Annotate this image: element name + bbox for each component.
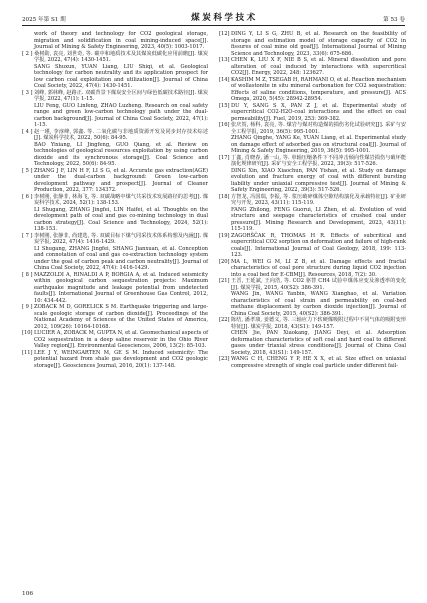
reference-number: [15] [219, 102, 230, 109]
reference-text: LEE J Y, WEINGARTEN M, GE S M. Induced seismicity: The potential hazard from shale gas development and CO2 geologic storage[J]. Geosciences Journal, 2016, 20(1): 137-148. [34, 349, 208, 369]
reference-text: ZHANG J F, LIN H F, LI S G, et al. Accurate gas extraction(AGE) under the dual-carbon background: Green low-carbon development pathway and prospect[J]. Journal of Cleaner Production, 2022, 377: 134372. [34, 167, 208, 193]
reference-number: [17] [219, 154, 230, 161]
reference-text: MAZZOLDI A, RINALDI A P, BORGIA A, et al. Induced seismicity within geological carbon sequestration projects: Maximum earthquake magnitude and leakage potential from undetected faults[J]. International Journal of Greenhouse Gas Control, 2012, 10: 434-442. [34, 271, 208, 304]
reference-text: 陈结, 潘孝康, 姜德义, 等. 三轴应力下软硬煤吸附过程中不同气体的吸附变形特征[J]. 煤炭学报, 2018, 43(S1): 149-157. CHEN Jie, PAN Xiaokang, JIANG Deyi, et al. Adsorption deformation characteristics of soft coal and hard coal to different gases under triaxial stress conditions[J]. Journal of China Coal Society, 2018, 43(S1): 149-157. [231, 317, 406, 356]
reference-number: [16] [219, 122, 230, 128]
reference-text: ZOBACK M D, GORELICK S M. Earthquake triggering and large-scale geologic storage of carbon dioxide[J]. Proceedings of the National Academy of Sciences of the United States of America, 2012, 109(26): 10164-10168. [34, 304, 208, 330]
reference-text: 丁鑫, 肖晓春, 潘一山, 等. 单轴压缩条件下不同冲击倾向性煤岩损伤与破坏能演化规律研究[J]. 采矿与安全工程学报, 2022, 39(3): 517-526. DING Xin, XIAO Xiaochun, PAN Yishan, et al. Study on damage evolution and fracture energy of coal with different bursting liability under uniaxial compressive test[J]. Journal of Mining & Safety Engineering, 2022, 39(3): 517-526. [231, 154, 406, 193]
reference-entry [22, 304, 208, 330]
reference-entry [219, 122, 406, 155]
reference-number: [ 8 ] [22, 271, 33, 278]
reference-number: [ 2 ] [22, 50, 33, 57]
reference-entry [22, 330, 208, 350]
reference-text: LUCIER A, ZOBACK M, GUPTA N, et al. Geomechanical aspects of CO2 sequestration in a deep saline reservoir in the Ohio River Valley region[J]. Environmental Geosciences, 2006, 13(2): 85-103. [34, 330, 208, 349]
reference-number: [ 7 ] [22, 232, 33, 239]
reference-entry [219, 317, 406, 356]
reference-text: 李树刚, 张静非, 尚建选, 等. 双碳目标下煤气同采技术体系构想及内涵[J]. 煤炭学报, 2022, 47(4): 1416-1429. LI Shugang, ZHANG Jingfei, SHANG Jianxuan, et al. Conception and connotation of coal and gas co-extraction technology system under the goal of carbon peak and carbon neutrality[J]. Journal of China Coal Society, 2022, 47(4): 1416-1429. [34, 232, 208, 271]
reference-column-right [219, 31, 406, 369]
reference-text: 桑树勋, 袁亮, 刘世奇, 等. 碳中和地质技术及其煤炭低碳化应用前瞻[J]. 煤炭学报, 2022, 47(4): 1430-1451. SANG Shuxun, YUAN Liang, LIU Shiqi, et al. Geological technology for carbon neutrality and its application prospect for low carbon coal exploitation and utilization[J]. Journal of China Coal Society, 2022, 47(4): 1430-1451. [34, 50, 208, 89]
reference-entry [219, 259, 406, 279]
reference-number: [21] [219, 278, 230, 284]
reference-number: [23] [219, 356, 230, 362]
reference-text: CHEN K, LIU X F, NIE B S, et al. Mineral dissolution and pore alteration of coal induced by interactions with supercritical CO2[J]. Energy, 2022, 248: 123627. [231, 57, 406, 76]
page-number: 106 [22, 591, 34, 597]
reference-number: [ 4 ] [22, 128, 33, 135]
reference-entry [219, 356, 406, 369]
reference-number: [22] [219, 317, 230, 323]
reference-entry [219, 233, 406, 259]
reference-number: [ 3 ] [22, 89, 33, 96]
reference-number: [11] [22, 349, 33, 356]
reference-entry [219, 57, 406, 77]
reference-text: work of theory and technology for CO2 geological storage, migration and solidification in coal mining-induced space[J]. Journal of Mining & Safety Engineering, 2023, 40(5): 1003-1017. [34, 31, 208, 50]
reference-text: KASHIM M Z, TSEGAB H, RAHMANI O, et al. Reaction mechanism of wollastonite in situ mineral carbonation for CO2 sequestration: Effects of saline conditions, temperature, and pressure[J]. ACS Omega, 2020, 5(45): 28942-28954. [231, 76, 406, 102]
reference-entry [219, 155, 406, 194]
reference-entry [22, 272, 208, 305]
reference-entry [22, 31, 208, 51]
reference-entry [219, 31, 406, 57]
reference-entry [22, 129, 208, 168]
reference-entry [219, 77, 406, 103]
reference-number: [13] [219, 57, 230, 63]
reference-number: [19] [219, 232, 230, 239]
reference-number: [12] [219, 31, 230, 37]
reference-entry [22, 90, 208, 129]
reference-number: [10] [22, 330, 33, 336]
reference-text: 王晋, 王延斌, 王向浩, 等. CO2 驱替 CH4 试验中煤体应变及渗透率的变化[J]. 煤炭学报, 2015, 40(S2): 386-391. WANG Jin, WANG Yanbin, WANG Xianghao, et al. Variation characteristics of coal strain and permeability on coal-bed methane displacement by carbon dioxide injection[J]. Journal of China Coal Society, 2015, 40(S2): 386-391. [231, 278, 406, 317]
reference-entry [22, 233, 208, 272]
reference-text: 刘峰, 郭林峰, 赵路正. 双碳背景下煤炭安全区间与绿色低碳技术路径[J]. 煤炭学报, 2022, 47(1): 1-15. LIU Feng, GUO Linfeng, ZHAO Luzheng. Research on coal safety range and green low-carbon technology path under the dual-carbon background[J]. Journal of China Coal Society, 2022, 47(1): 1-15. [34, 89, 208, 128]
reference-entry [219, 278, 406, 317]
reference-entry [22, 168, 208, 194]
reference-text: WANG C H, CHENG Y P, HE X X, et al. Size effect on uniaxial compressive strength of single coal particle under different fail- [231, 356, 406, 369]
volume-label: 第 53 卷 [383, 17, 405, 23]
reference-number: [ 5 ] [22, 167, 33, 174]
reference-number: [14] [219, 76, 230, 83]
reference-number: [ 6 ] [22, 193, 33, 200]
reference-text: DU Y, SANG S X, PAN Z J, et al. Experimental study of supercritical CO2-H2O-coal interactions and the effect on coal permeability[J]. Fuel, 2019, 253: 369-382. [231, 102, 406, 122]
reference-text: 方智龙, 冯国瑞, 李振, 等. 浆压破碎煤体空隙结构演化及承载特征[J]. 矿业研究与开发, 2023, 43(11): 115-119. FANG Zhilong, FENG Guorui, LI Zhen, et al. Evolution of void structure and seepage characteristics of crushed coal under pressure[J]. Mining Research and Development, 2023, 43(11): 115-119. [231, 193, 406, 232]
reference-text: DING Y, LI S G, ZHU B, et al. Research on the feasibility of storage and estimation model of storage capacity of CO2 in fissures of coal mine old goaf[J]. International Journal of Mining Science and Technology, 2023, 33(6): 675-686. [231, 31, 406, 57]
reference-entry [219, 194, 406, 233]
reference-column-left [22, 31, 208, 369]
reference-text: 张庆贺, 杨科, 袁亮, 等. 煤岩与煤对构造煤的损伤劣化试验研究[J]. 采矿与安全工程学报, 2019, 36(5): 995-1001. ZHANG Qinghe, YANG Ke, YUAN Liang, et al. Experimental study on damage effect of adsorbed gas on structural coal[J]. Journal of Mining & Safety Engineering, 2019, 36(5): 995-1001. [231, 122, 406, 154]
reference-number: [20] [219, 258, 230, 265]
reference-text: ZAGORŠČAK R, THOMAS H R. Effects of subcritical and supercritical CO2 sorption on deformation and failure of high-rank coals[J]. International Journal of Coal Geology, 2018, 199: 113-123. [231, 232, 406, 258]
reference-text: 李树刚, 张静非, 林海飞, 等. 双碳战略中煤气共采技术发展路径的思考[J]. 煤炭科学技术, 2024, 52(1): 138-153. LI Shugang, ZHANG Jingfei, LIN Haifei, et al. Thoughts on the development path of coal and gas co-mining technology in dual carbon strategy[J]. Coal Science and Technology, 2024, 52(1): 138-153. [34, 193, 208, 232]
reference-entry [219, 103, 406, 123]
issue-label: 2025 年第 S1 期 [22, 17, 66, 23]
running-header [22, 9, 405, 26]
reference-text: MA L, WEI G M, LI Z B, et al. Damage effects and fractal characteristics of coal pore structure during liquid CO2 injection into a coal bed for E-CBM[J]. Resources, 2018, 7(2): 30. [231, 258, 406, 278]
reference-number: [ 9 ] [22, 304, 33, 310]
reference-entry [22, 194, 208, 233]
reference-number: [18] [219, 193, 230, 200]
journal-title: 煤炭科学技术 [191, 13, 258, 23]
reference-entry [22, 350, 208, 370]
reference-entry [22, 51, 208, 90]
reference-text: 赵一瑾, 李淳峰, 郭鑫. 等. 二氧化碳与非地质资源开发及同步封存技术综述[J]. 煤炭科学技术, 2022, 50(6): 84-95. BAO Yixiang, LI Jingfeng, GUO Qiang, et al. Review on technologies of geological resources exploitation by using carbon dioxide and its synchronous storage[J]. Coal Science and Technology, 2022, 50(6): 84-95. [34, 128, 208, 167]
